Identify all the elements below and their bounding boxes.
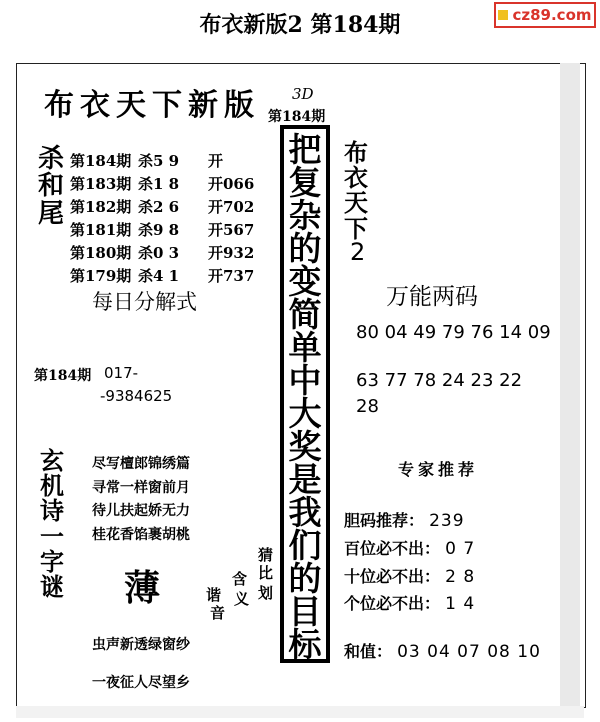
brand-title: 布衣天下新版 — [44, 88, 260, 123]
slogan-char: 复 — [288, 163, 322, 202]
courage-row — [344, 508, 465, 531]
poem-side-label — [40, 448, 64, 599]
slogan-char: 杂 — [288, 196, 322, 235]
kill-row-period: 第180期 — [70, 244, 132, 262]
right-brand-number: 2 — [350, 238, 366, 266]
poem-side-char: 玄 — [40, 446, 64, 475]
poem-bottom-line-1: 虫声新透绿窗纱 — [92, 637, 190, 653]
riddle-hint: 划 — [258, 584, 274, 602]
riddle-hint: 义 — [234, 590, 250, 608]
two-codes-line-3: 28 — [356, 396, 379, 417]
frame-shadow-bottom — [16, 706, 584, 718]
kill-row — [70, 265, 254, 286]
kill-row — [70, 219, 254, 240]
slogan-char: 中 — [288, 361, 322, 400]
tens-label: 十位必不出： — [344, 567, 441, 586]
kill-row-open: 开066 — [208, 175, 255, 193]
riddle-hint: 谐 — [206, 586, 222, 604]
kill-row-open: 开 — [208, 152, 224, 170]
slogan-char: 变 — [288, 262, 322, 301]
slogan-char: 的 — [288, 229, 322, 268]
kill-row-open: 开932 — [208, 244, 255, 262]
courage-label: 胆码推荐： — [344, 511, 425, 530]
daily-period: 第184期 — [34, 368, 92, 384]
courage-value: 239 — [429, 511, 465, 531]
sum-value: 03 04 07 08 10 — [397, 642, 541, 662]
kill-row-open: 开737 — [208, 267, 255, 285]
slogan-char: 简 — [288, 295, 322, 334]
sum-row — [344, 639, 541, 662]
kill-row — [70, 242, 254, 263]
riddle-hint: 比 — [258, 564, 274, 582]
poem-side-char: 机 — [40, 471, 64, 501]
kill-row-open: 开702 — [208, 198, 255, 216]
poem-side-char: 诗 — [40, 496, 64, 526]
slogan-char: 的 — [288, 559, 322, 598]
right-brand — [344, 140, 368, 241]
poem-side-char: 字 — [40, 546, 64, 576]
poem-bottom-line-2: 一夜征人尽望乡 — [92, 675, 190, 691]
right-brand-char: 天 — [344, 188, 368, 218]
kill-row — [70, 150, 223, 171]
two-codes-line-2: 63 77 78 24 23 22 — [356, 370, 523, 391]
hundreds-value: 0 7 — [445, 539, 476, 559]
units-value: 1 4 — [445, 594, 476, 614]
kill-row-kill: 杀0 3 — [138, 244, 180, 262]
slogan-char: 我 — [288, 493, 322, 532]
right-brand-char: 布 — [344, 138, 368, 167]
poem-line: 桂花香馅裹胡桃 — [92, 527, 190, 543]
slogan-char: 们 — [288, 526, 322, 565]
two-codes-label: 万能两码 — [386, 284, 478, 310]
units-label: 个位必不出： — [344, 594, 441, 613]
expert-label: 专家推荐 — [398, 460, 479, 479]
brand-3d-label: 3D — [292, 85, 314, 103]
tens-row — [344, 564, 475, 587]
right-brand-char: 衣 — [344, 163, 368, 193]
daily-line-1: 017- — [104, 364, 139, 382]
kill-tail-label-char: 和 — [38, 171, 65, 202]
tens-value: 2 8 — [445, 567, 476, 587]
frame-shadow-right — [560, 63, 580, 706]
logo-square-icon — [498, 10, 508, 20]
kill-row-kill: 杀4 1 — [138, 267, 180, 285]
riddle-hint: 猜 — [258, 546, 274, 564]
kill-row-kill: 杀9 8 — [138, 221, 180, 239]
poem-line: 尽写檀郎锦绣篇 — [92, 456, 190, 472]
brand-issue: 第184期 — [268, 109, 326, 125]
kill-row-kill: 杀5 9 — [138, 152, 180, 170]
kill-tail-label-char: 尾 — [38, 198, 65, 229]
hundreds-row — [344, 536, 475, 559]
kill-row-open: 开567 — [208, 221, 255, 239]
slogan-char: 标 — [288, 625, 322, 664]
poem-side-char: 一 — [40, 521, 64, 551]
slogan-char: 把 — [288, 130, 322, 169]
kill-row-period: 第181期 — [70, 221, 132, 239]
riddle-hint: 音 — [210, 604, 226, 622]
slogan-char: 大 — [288, 394, 322, 433]
kill-row-period: 第179期 — [70, 267, 132, 285]
two-codes-line-1: 80 04 49 79 76 14 09 — [356, 322, 551, 343]
kill-tail-label-char: 杀 — [38, 144, 65, 174]
kill-row-period: 第182期 — [70, 198, 132, 216]
daily-line-2: -9384625 — [100, 387, 173, 405]
kill-row — [70, 196, 254, 217]
poem-line: 待儿扶起娇无力 — [92, 503, 190, 519]
page-title: 布衣新版2 第184期 — [199, 12, 401, 38]
kill-row-kill: 杀1 8 — [138, 175, 180, 193]
slogan-char: 是 — [288, 460, 322, 499]
slogan-box — [280, 125, 330, 663]
poem-line: 寻常一样窗前月 — [92, 480, 190, 496]
daily-breakdown-label: 每日分解式 — [92, 290, 197, 314]
sum-label: 和值： — [344, 642, 393, 661]
hundreds-label: 百位必不出： — [344, 539, 441, 558]
kill-row-period: 第184期 — [70, 152, 132, 170]
riddle-hint: 含 — [232, 570, 248, 588]
kill-tail-label — [38, 146, 64, 228]
right-brand-char: 下 — [344, 213, 368, 243]
units-row — [344, 591, 475, 614]
slogan-char: 单 — [288, 328, 322, 367]
logo-text: cz89.com — [512, 6, 592, 24]
kill-row-kill: 杀2 6 — [138, 198, 180, 216]
site-logo[interactable] — [494, 2, 596, 28]
poem-side-char: 谜 — [40, 571, 64, 601]
slogan-char: 奖 — [288, 427, 322, 466]
slogan-char: 目 — [288, 592, 322, 631]
kill-row — [70, 173, 254, 194]
riddle-answer: 薄 — [124, 567, 161, 609]
kill-row-period: 第183期 — [70, 175, 132, 193]
